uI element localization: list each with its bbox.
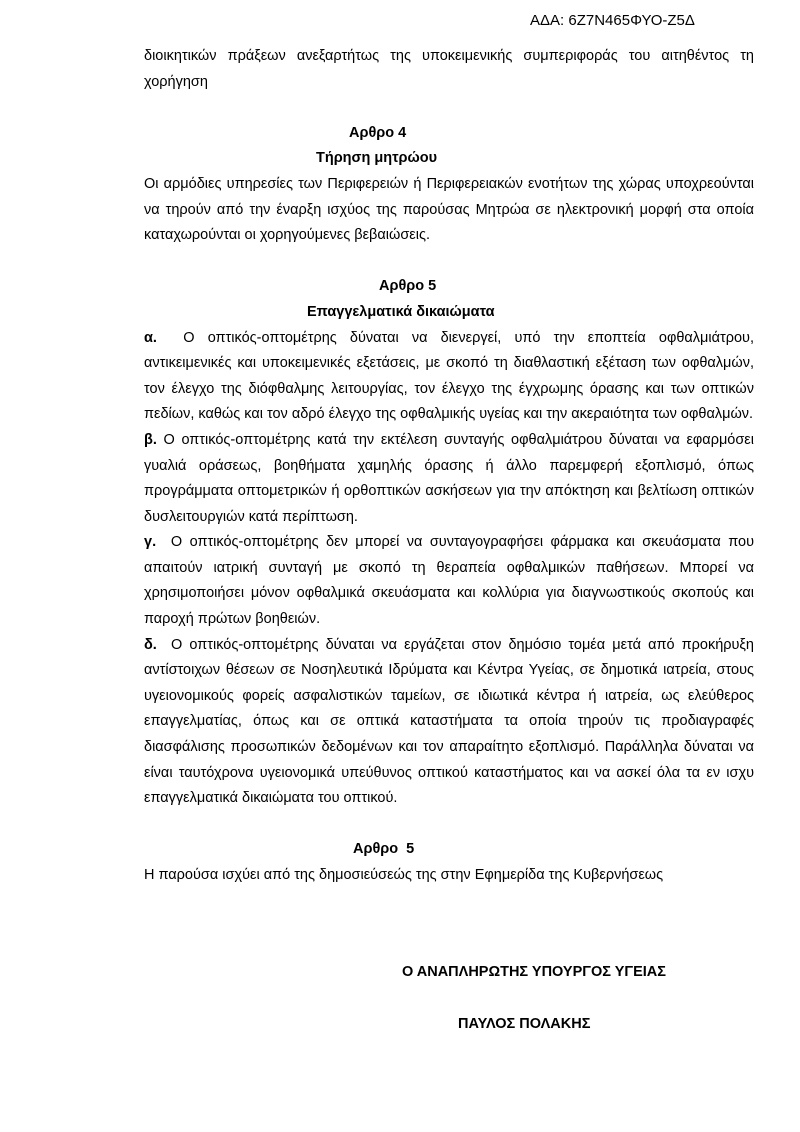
document-body xyxy=(144,44,754,889)
intro-paragraph: διοικητικών πράξεων ανεξαρτήτως της υποκειμενικής συμπεριφοράς του αιτηθέντος τη χορήγηση xyxy=(144,48,754,90)
item-label: β. xyxy=(144,431,157,448)
item-text: Ο οπτικός-οπτομέτρης κατά την εκτέλεση συνταγής οφθαλμιάτρου δύναται να εφαρμόσει γυαλιά οράσεως, βοηθήματα χαμηλής όρασης ή άλλο παρεμφερή εξοπλισμό, όπως προγράμματα οπτομετρικών ή ορθοπτικών ασκήσεων για την απόκτηση και βελτίωση οπτικών δυσλειτουργιών κατά περίπτωση. xyxy=(144,431,754,525)
signature-name: ΠΑΥΛΟΣ ΠΟΛΑΚΗΣ xyxy=(458,1016,591,1032)
article4-text: Οι αρμόδιες υπηρεσίες των Περιφερειών ή Περιφερειακών ενοτήτων της χώρας υποχρεούνται να τηρούν από την έναρξη ισχύος της παρούσας Μητρώα σε ηλεκτρονική μορφή στα οποία καταχωρούνται οι χορηγούμενες βεβαιώσεις. xyxy=(144,175,754,244)
article4-title: Τήρηση μητρώου xyxy=(316,150,438,167)
item-label: δ. xyxy=(144,636,157,653)
signature-role: Ο ΑΝΑΠΛΗΡΩΤΗΣ ΥΠΟΥΡΓΟΣ ΥΓΕΙΑΣ xyxy=(402,964,666,980)
item-label: α. xyxy=(144,329,157,346)
item-text: Ο οπτικός-οπτομέτρης δύναται να διενεργεί, υπό την εποπτεία οφθαλμιάτρου, αντικειμενικές και υποκειμενικές εξετάσεις, με σκοπό τη διαθλαστική εξέταση των οφθαλμών, τον έλεγχο της διόφθαλμης λειτουργίας, τον έλεγχο της έγχρωμης όρασης και των οπτικών πεδίων, καθώς και τον αδρό έλεγχο της οφθαλμικής υγείας και την ακεραιότητα των οφθαλμών. xyxy=(144,329,754,423)
article5-title: Επαγγελματικά δικαιώματα xyxy=(307,303,495,320)
item-label: γ. xyxy=(144,534,157,551)
article5-item-b xyxy=(144,428,754,530)
article5b-text: Η παρούσα ισχύει από της δημοσιεύσεώς της στην Εφημερίδα της Κυβερνήσεως xyxy=(144,867,664,883)
item-text: Ο οπτικός-οπτομέτρης δεν μπορεί να συνταγογραφήσει φάρμακα και σκευάσματα που απαιτούν ιατρική συνταγή με σκοπό τη θεραπεία οφθαλμικών παθήσεων. Μπορεί να χρησιμοποιήσει μόνον οφθαλμικά σκευάσματα και κολλύρια για διαγνωστικούς σκοπούς και παροχή πρώτων βοηθειών. xyxy=(144,534,755,628)
document-id: ΑΔΑ: 6Ζ7Ν465ΦΥΟ-Ζ5Δ xyxy=(530,12,695,29)
article5-number: Αρθρο 5 xyxy=(379,278,437,295)
item-text: Ο οπτικός-οπτομέτρης δύναται να εργάζεται στον δημόσιο τομέα μετά από προκήρυξη αντίστοιχων θέσεων σε Νοσηλευτικά Ιδρύματα και Κέντρα Υγείας, σε δημοτικά ιατρεία, στους υγειονομικούς φορείς ασφαλιστικών ταμείων, σε ιδιωτικά κέντρα ή ιατρεία, ως ελεύθερος επαγγελματίας, όπως και σε οπτικά καταστήματα τα οποία τηρούν τις προδιαγραφές διασφάλισης προσωπικών δεδομένων και τον απαραίτητο εξοπλισμό. Παράλληλα δύναται να είναι ταυτόχρονα υγειονομικά υπεύθυνος οπτικού καταστήματος και να ασκεί όλα τα εν ισχυ επαγγελματικά δικαιώματα του οπτικού. xyxy=(144,636,754,807)
article5-item-a xyxy=(144,326,754,428)
article5-item-c xyxy=(144,530,754,632)
article4-number: Αρθρο 4 xyxy=(349,124,407,141)
article5-item-d xyxy=(144,633,754,812)
article5b-number: Αρθρο 5 xyxy=(353,841,415,858)
